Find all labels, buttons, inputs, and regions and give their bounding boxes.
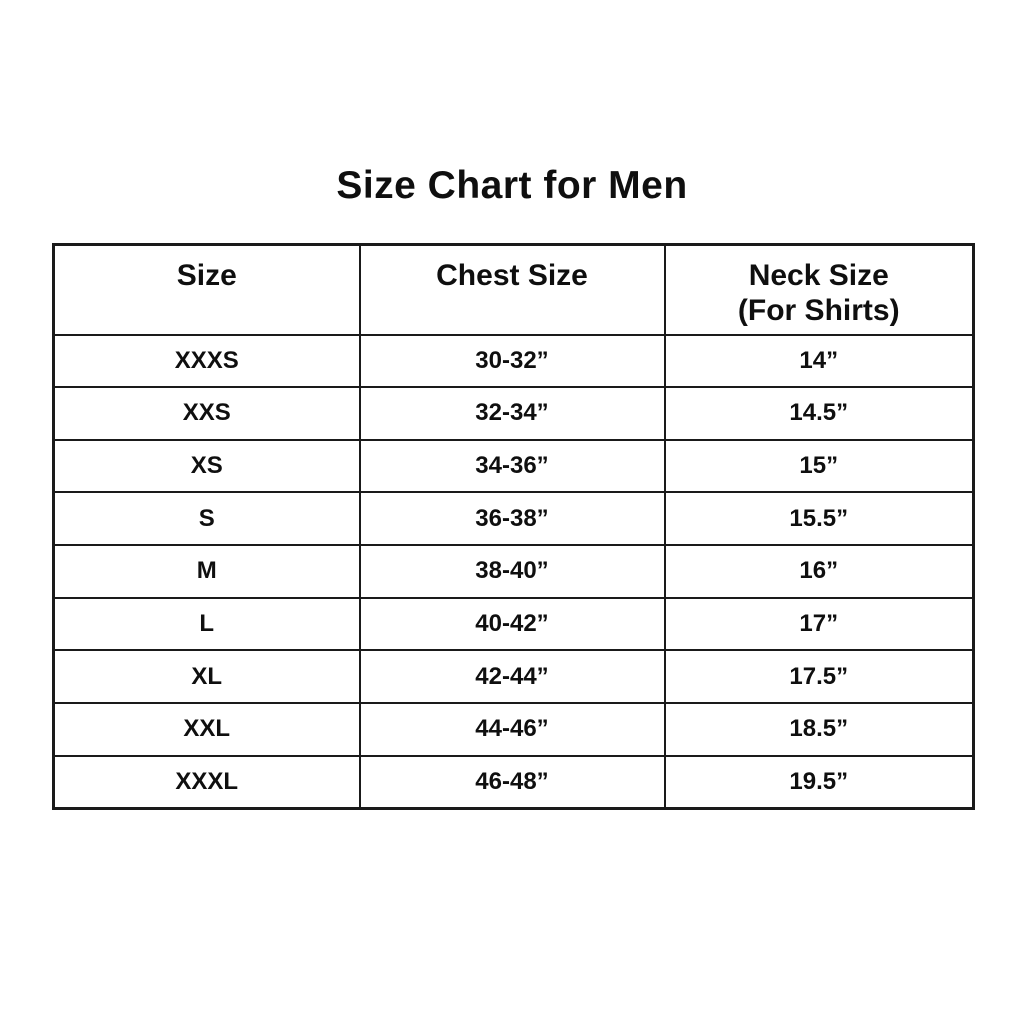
size-chart-table: [52, 243, 975, 810]
size-cell: XS: [54, 440, 360, 493]
neck-size-cell: 14”: [665, 335, 974, 388]
chest-size-cell: 30-32”: [360, 335, 665, 388]
header-neck-size-label: Neck Size: [748, 259, 889, 292]
table-row: [54, 387, 974, 440]
size-cell: M: [54, 545, 360, 598]
table-row: [54, 756, 974, 809]
table-row: [54, 335, 974, 388]
neck-size-cell: 19.5”: [665, 756, 974, 809]
size-cell: S: [54, 492, 360, 545]
chest-size-cell: 42-44”: [360, 650, 665, 703]
chest-size-cell: 34-36”: [360, 440, 665, 493]
page-title: Size Chart for Men: [336, 164, 688, 207]
chest-size-cell: 38-40”: [360, 545, 665, 598]
neck-size-cell: 16”: [665, 545, 974, 598]
neck-size-cell: 18.5”: [665, 703, 974, 756]
header-row: [54, 245, 974, 335]
neck-size-cell: 17.5”: [665, 650, 974, 703]
table-row: [54, 703, 974, 756]
size-cell: L: [54, 598, 360, 651]
table-body: [54, 335, 974, 809]
header-neck-size: [665, 245, 974, 335]
neck-size-cell: 14.5”: [665, 387, 974, 440]
neck-size-cell: 15.5”: [665, 492, 974, 545]
size-cell: XXXS: [54, 335, 360, 388]
chest-size-cell: 46-48”: [360, 756, 665, 809]
chest-size-cell: 40-42”: [360, 598, 665, 651]
table-row: [54, 492, 974, 545]
size-cell: XXXL: [54, 756, 360, 809]
neck-size-cell: 17”: [665, 598, 974, 651]
size-cell: XXL: [54, 703, 360, 756]
header-size: [54, 245, 360, 335]
table-row: [54, 440, 974, 493]
chest-size-cell: 32-34”: [360, 387, 665, 440]
header-chest-size-label: Chest Size: [436, 259, 588, 292]
neck-size-cell: 15”: [665, 440, 974, 493]
chest-size-cell: 36-38”: [360, 492, 665, 545]
chest-size-cell: 44-46”: [360, 703, 665, 756]
size-cell: XL: [54, 650, 360, 703]
header-neck-size-subheader: (For Shirts): [737, 293, 900, 327]
header-chest-size: [360, 245, 665, 335]
table-row: [54, 598, 974, 651]
table-row: [54, 545, 974, 598]
header-size-label: Size: [176, 259, 237, 292]
table-row: [54, 650, 974, 703]
size-cell: XXS: [54, 387, 360, 440]
